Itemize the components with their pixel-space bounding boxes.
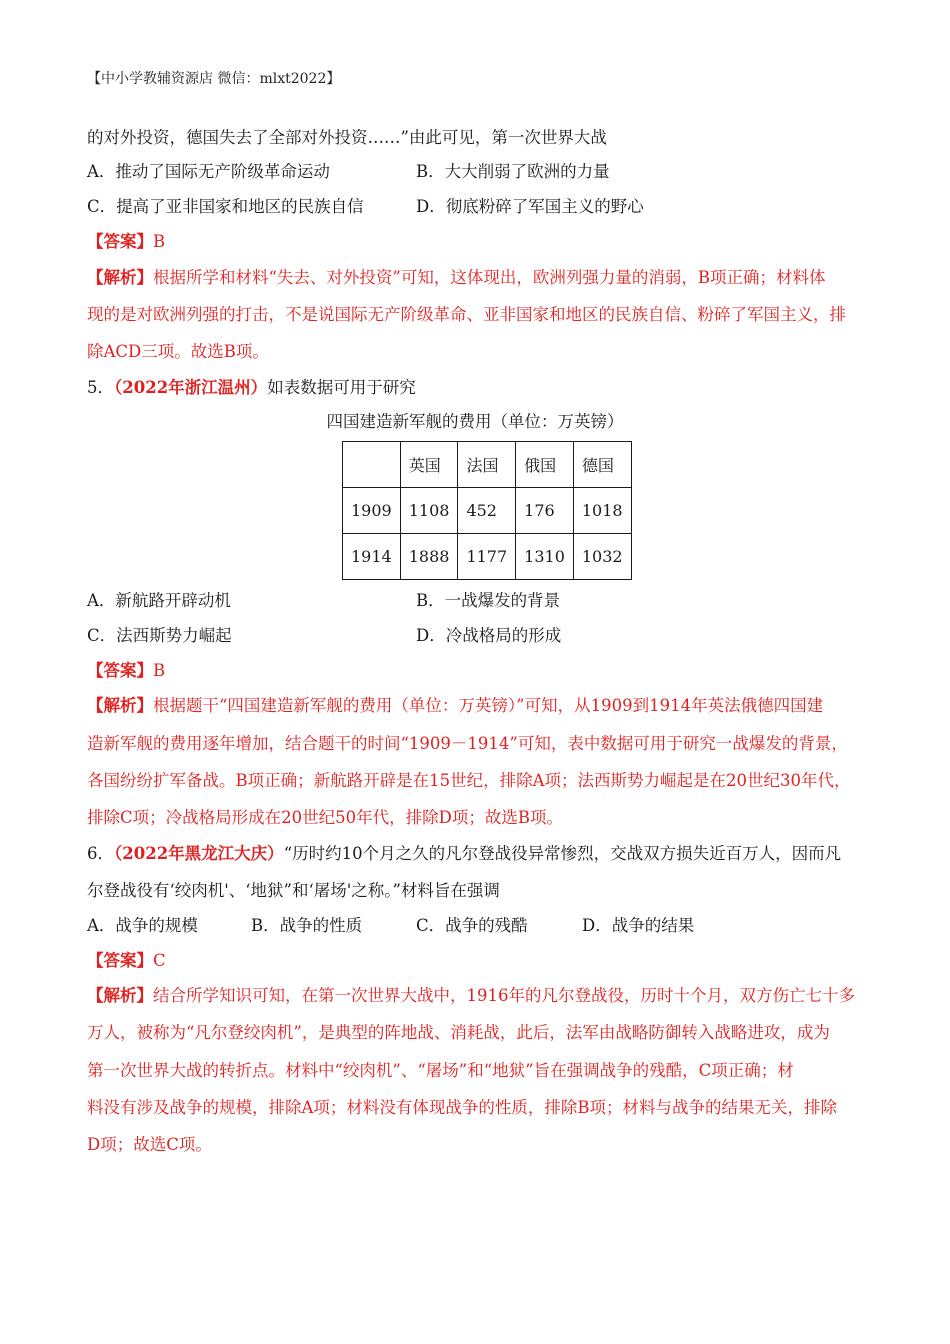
table-caption: 四国建造新军舰的费用（单位：万英镑） bbox=[326, 412, 624, 431]
q4-option-d: D．彻底粉碎了军国主义的野心 bbox=[416, 197, 644, 216]
q5-analysis-line-4: 排除C项；冷战格局形成在20世纪50年代，排除D项；故选B项。 bbox=[87, 808, 563, 827]
answer-label: 【答案】 bbox=[87, 951, 153, 970]
table-header-cell: 英国 bbox=[400, 442, 458, 488]
q4-analysis-line-3: 除ACD三项。故选B项。 bbox=[87, 342, 269, 361]
q6-option-d: D．战争的结果 bbox=[582, 916, 695, 935]
q4-option-c: C．提高了亚非国家和地区的民族自信 bbox=[87, 197, 364, 216]
table-header-cell: 法国 bbox=[458, 442, 516, 488]
q6-analysis-line-2: 万人，被称为“凡尔登绞肉机”，是典型的阵地战、消耗战，此后，法军由战略防御转入战略进攻，成为 bbox=[87, 1023, 830, 1042]
table-cell: 452 bbox=[458, 488, 516, 534]
q5-analysis-line-1 bbox=[87, 694, 823, 718]
table-row bbox=[343, 534, 632, 580]
q5-answer bbox=[87, 659, 165, 683]
q5-analysis-line-2: 造新军舰的费用逐年增加，结合题干的时间“1909－1914”可知，表中数据可用于研究一战爆发的背景， bbox=[87, 734, 848, 753]
q5-option-d: D．冷战格局的形成 bbox=[416, 626, 562, 645]
q5-stem-text: 如表数据可用于研究 bbox=[267, 378, 416, 397]
q6-stem-text: “历时约10个月之久的凡尔登战役异常惨烈，交战双方损失近百万人，因而凡 bbox=[283, 844, 842, 863]
answer-label: 【答案】 bbox=[87, 661, 153, 680]
answer-value: C bbox=[153, 951, 166, 970]
table-cell: 1108 bbox=[400, 488, 458, 534]
answer-label: 【答案】 bbox=[87, 232, 153, 251]
table-header-row bbox=[343, 442, 632, 488]
q6-answer bbox=[87, 949, 166, 973]
q6-stem-line-1 bbox=[87, 842, 841, 866]
analysis-text: 根据题干“四国建造新军舰的费用（单位：万英镑）”可知，从1909到1914年英法俄德四国建 bbox=[153, 696, 824, 715]
q5-stem bbox=[87, 376, 416, 400]
q4-answer bbox=[87, 230, 165, 254]
q6-analysis-line-4: 料没有涉及战争的规模，排除A项；材料没有体现战争的性质，排除B项；材料与战争的结果无关，排除 bbox=[87, 1098, 838, 1117]
q4-option-a: A．推动了国际无产阶级革命运动 bbox=[87, 162, 330, 181]
table-header-cell: 俄国 bbox=[516, 442, 574, 488]
q6-analysis-line-5: D项；故选C项。 bbox=[87, 1135, 212, 1154]
analysis-text: 结合所学知识可知，在第一次世界大战中，1916年的凡尔登战役，历时十个月，双方伤亡七十多 bbox=[153, 986, 855, 1005]
q6-option-c: C．战争的残酷 bbox=[416, 916, 528, 935]
q4-analysis-line-1 bbox=[87, 266, 826, 290]
q6-option-a: A．战争的规模 bbox=[87, 916, 198, 935]
q5-option-c: C．法西斯势力崛起 bbox=[87, 626, 232, 645]
table-cell: 1032 bbox=[573, 534, 631, 580]
q5-number: 5． bbox=[87, 378, 114, 397]
q6-source: （2022年黑龙江大庆） bbox=[114, 844, 284, 863]
q5-option-b: B．一战爆发的背景 bbox=[416, 591, 561, 610]
q4-analysis-line-2: 现的是对欧洲列强的打击，不是说国际无产阶级革命、亚非国家和地区的民族自信、粉碎了军国主义，排 bbox=[87, 305, 846, 324]
q6-analysis-line-1 bbox=[87, 984, 855, 1008]
analysis-label: 【解析】 bbox=[87, 268, 153, 287]
analysis-label: 【解析】 bbox=[87, 696, 153, 715]
q6-number: 6． bbox=[87, 844, 114, 863]
q6-stem-line-2: 尔登战役有‘绞肉机'、‘地狱”和‘屠场'之称。”材料旨在强调 bbox=[87, 881, 500, 900]
analysis-text: 根据所学和材料“失去、对外投资”可知，这体现出，欧洲列强力量的消弱，B项正确；材料体 bbox=[153, 268, 826, 287]
analysis-label: 【解析】 bbox=[87, 986, 153, 1005]
answer-value: B bbox=[153, 661, 166, 680]
data-table bbox=[342, 441, 632, 580]
q5-option-a: A．新航路开辟动机 bbox=[87, 591, 231, 610]
q6-option-b: B．战争的性质 bbox=[251, 916, 363, 935]
table-cell: 1914 bbox=[343, 534, 401, 580]
header-watermark: 【中小学教辅资源店 微信：mlxt2022】 bbox=[87, 71, 341, 87]
table-header-cell: 德国 bbox=[573, 442, 631, 488]
table-cell: 1177 bbox=[458, 534, 516, 580]
q4-stem-tail: 的对外投资，德国失去了全部对外投资……”由此可见，第一次世界大战 bbox=[87, 128, 607, 147]
table-cell: 1310 bbox=[516, 534, 574, 580]
answer-value: B bbox=[153, 232, 166, 251]
table-row bbox=[343, 488, 632, 534]
table-cell: 1888 bbox=[400, 534, 458, 580]
q5-analysis-line-3: 各国纷纷扩军备战。B项正确；新航路开辟是在15世纪，排除A项；法西斯势力崛起是在20世纪30年代， bbox=[87, 771, 851, 790]
table-cell: 1909 bbox=[343, 488, 401, 534]
q6-analysis-line-3: 第一次世界大战的转折点。材料中“绞肉机”、“屠场”和“地狱”旨在强调战争的残酷，C项正确；材 bbox=[87, 1061, 794, 1080]
q5-source: （2022年浙江温州） bbox=[114, 378, 268, 397]
table-cell: 176 bbox=[516, 488, 574, 534]
table-cell bbox=[343, 442, 401, 488]
table-cell: 1018 bbox=[573, 488, 631, 534]
q4-option-b: B．大大削弱了欧洲的力量 bbox=[416, 162, 610, 181]
